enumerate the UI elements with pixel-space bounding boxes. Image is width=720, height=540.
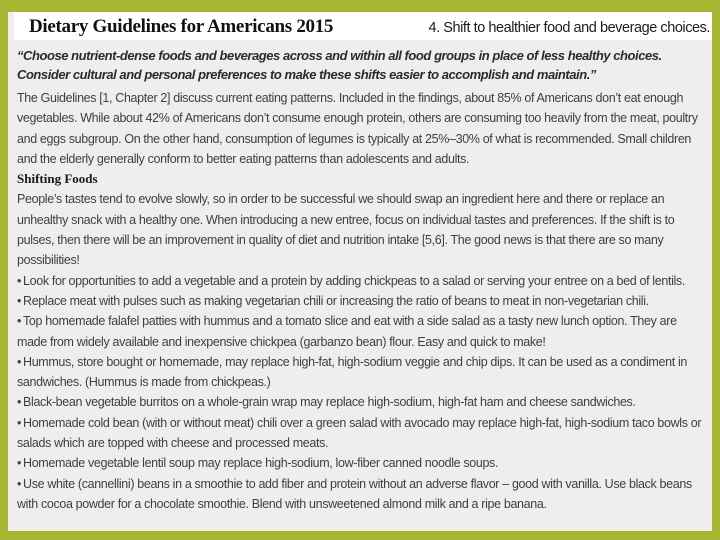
quote-block: “Choose nutrient-dense foods and beverages across and within all food groups in place of less healthy choices. Consider cultural and personal preferences to make these shifts easier to accomplish and maintain.”	[17, 48, 662, 82]
bullet-text: Look for opportunities to add a vegetable and a protein by adding chickpeas to a salad or serving your entree on a bed of lentils.	[23, 273, 685, 288]
bullet-item-lentil-soup	[17, 453, 706, 473]
bullet-icon: •	[17, 456, 22, 471]
bullet-text: Hummus, store bought or homemade, may replace high-fat, high-sodium veggie and chip dips. It can be used as a condiment in sandwiches. (Hummus is made from chickpeas.)	[17, 354, 687, 390]
bullet-icon: •	[17, 293, 22, 308]
bullet-item-chickpeas-salad	[17, 271, 706, 291]
bullet-text: Homemade vegetable lentil soup may replace high-sodium, low-fiber canned noodle soups.	[23, 456, 499, 471]
bullet-text: Homemade cold bean (with or without meat) chili over a green salad with avocado may replace high-fat, high-sodium taco bowls or salads which are topped with cheese and processed meats.	[17, 415, 702, 451]
bullet-item-hummus	[17, 352, 706, 393]
bullet-item-falafel	[17, 311, 706, 352]
bullet-item-cold-bean-chili	[17, 413, 706, 454]
bullet-text: Top homemade falafel patties with hummus and a tomato slice and eat with a side salad as a tasty new lunch option. They are made from widely available and inexpensive chickpea (garbanzo bean) flour. Easy and quick to make!	[17, 314, 677, 349]
bullet-icon: •	[17, 314, 22, 329]
bullet-text: Use white (cannellini) beans in a smoothie to add fiber and protein without an adverse flavor – good with vanilla. Use black beans with cocoa powder for a chocolate smoothie. Blend with unsweetened almond milk and a ripe banana.	[17, 476, 692, 511]
section-heading: 4. Shift to healthier food and beverage choices.	[428, 20, 710, 36]
document-title: Dietary Guidelines for Americans 2015	[29, 16, 334, 37]
bullet-item-replace-meat	[17, 291, 706, 311]
bullet-text: Black-bean vegetable burritos on a whole-grain wrap may replace high-sodium, high-fat ham and cheese sandwiches.	[23, 395, 636, 410]
title-bar	[14, 12, 712, 40]
body-text	[8, 85, 712, 514]
bullet-icon: •	[17, 354, 22, 369]
bullet-item-black-bean-burritos	[17, 392, 706, 412]
bullet-text: Replace meat with pulses such as making vegetarian chili or increasing the ratio of beans to meat in non-vegetarian chili.	[23, 293, 649, 308]
subheading-shifting-foods: Shifting Foods	[17, 171, 98, 187]
bullet-icon: •	[17, 415, 22, 430]
bullet-icon: •	[17, 273, 22, 288]
bullet-icon: •	[17, 476, 22, 491]
bullet-icon: •	[17, 395, 22, 410]
paragraph-shifting-foods: People’s tastes tend to evolve slowly, so in order to be successful we should swap an ingredient here and there or replace an unhealthy snack with a healthy one. When introducing a new entree, focus on individual tastes and preferences. If the shift is to pulses, then there will be an improvement in quality of diet and nutrition intake [5,6]. The good news is that there are so many possibilities!	[17, 192, 675, 268]
page-content	[8, 12, 712, 531]
paragraph-eating-patterns: The Guidelines [1, Chapter 2] discuss current eating patterns. Included in the findings, about 85% of Americans don’t eat enough vegetables. While about 42% of Americans don’t consume enough protein, others are consuming too heavily from the meat, poultry and eggs subgroup. On the other hand, consumption of legumes is typically at 25%–30% of what is recommended. Small children and the elderly generally conform to better eating patterns than adolescents and adults.	[17, 91, 698, 166]
bullet-item-bean-smoothie	[17, 474, 706, 515]
